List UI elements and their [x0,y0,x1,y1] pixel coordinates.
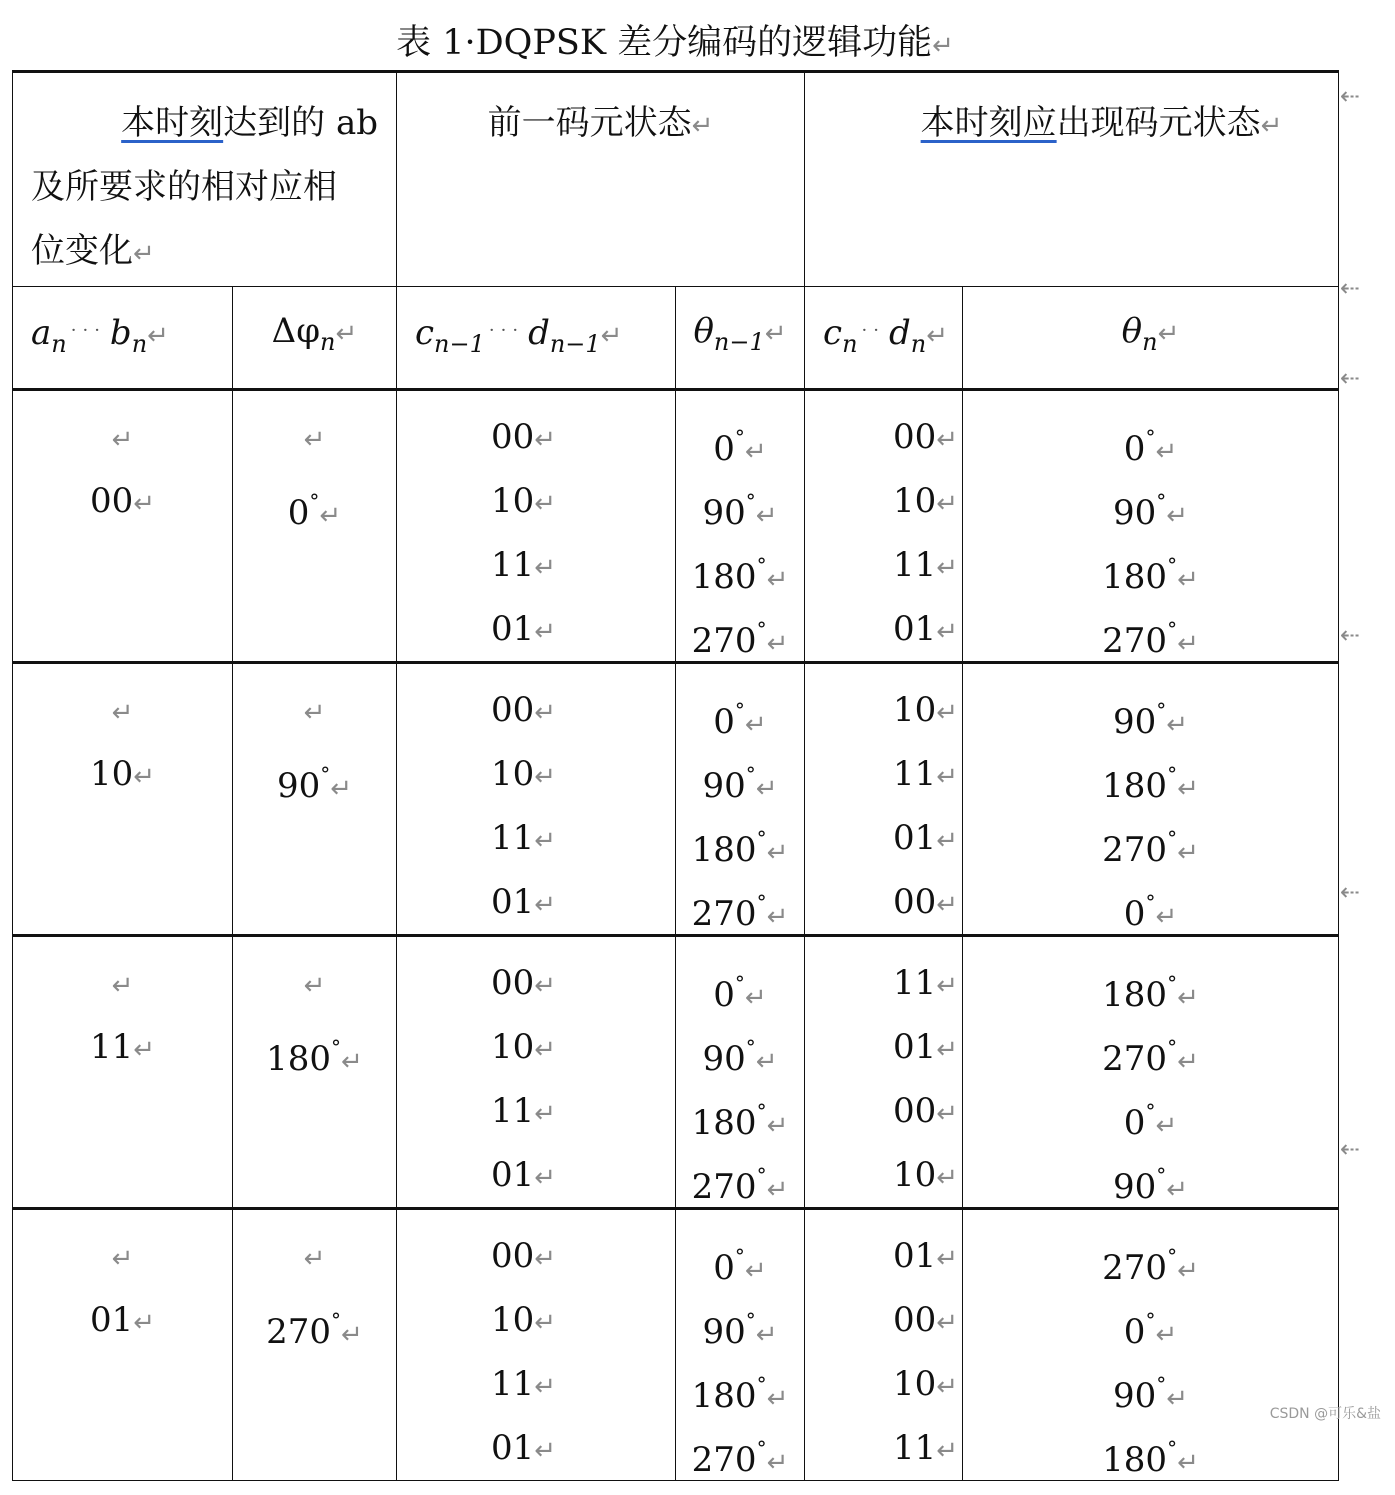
cell-delta-phi: ↵ 90°↵ [233,663,397,936]
cell-cur-cd: 01↵ 00↵ 10↵ 11↵ [805,1209,963,1481]
cell-ab: ↵ 00↵ [13,390,233,663]
header-cell-previous-state [397,72,805,287]
paragraph-mark-icon: ↵ [766,565,789,595]
row-end-mark-icon: ⇠ [1340,621,1361,649]
paragraph-mark-icon: ↵ [755,1320,778,1350]
paragraph-mark-icon: ↵ [764,319,787,349]
paragraph-mark-icon: ↵ [1177,1448,1199,1478]
paragraph-mark-icon: ↵ [534,1372,557,1402]
paragraph-mark-icon: ↵ [936,1035,959,1065]
paragraph-mark-icon: ↵ [1166,710,1189,740]
paragraph-mark-icon: ↵ [1155,902,1178,932]
header-cell-input [13,72,397,287]
row-end-mark-icon: ⇠ [1340,1135,1361,1163]
paragraph-mark-icon: ↵ [1166,1175,1189,1205]
paragraph-mark-icon: ↵ [303,971,326,1001]
paragraph-mark-icon: ↵ [1155,1111,1178,1141]
paragraph-mark-icon: ↵ [534,1163,557,1193]
cell-prev-theta: 0°↵ 90°↵ 180°↵ 270°↵ [676,390,805,663]
paragraph-mark-icon: ↵ [755,774,778,804]
dqpsk-table [12,70,1339,1481]
header-row [13,72,1339,287]
paragraph-mark-icon: ↵ [147,321,169,351]
paragraph-mark-icon: ↵ [936,617,959,647]
cell-cur-cd: 11↵ 01↵ 00↵ 10↵ [805,936,963,1209]
paragraph-mark-icon: ↵ [1166,501,1189,531]
paragraph-mark-icon: ↵ [766,902,789,932]
paragraph-mark-icon: ↵ [1166,1384,1189,1414]
paragraph-mark-icon: ↵ [534,971,557,1001]
table-row-group [13,936,1339,1209]
paragraph-mark-icon: ↵ [534,553,557,583]
paragraph-mark-icon: ↵ [534,826,557,856]
paragraph-mark-icon: ↵ [303,698,326,728]
cell-prev-cd: 00↵ 10↵ 11↵ 01↵ [397,390,676,663]
header-underlined-text: 本时刻应 [920,103,1057,143]
paragraph-mark-icon: ↵ [319,501,342,531]
paragraph-mark-icon: ↵ [1157,319,1180,349]
cell-prev-cd: 00↵ 10↵ 11↵ 01↵ [397,936,676,1209]
paragraph-mark-icon: ↵ [534,1035,557,1065]
paragraph-mark-icon: ↵ [111,971,134,1001]
paragraph-mark-icon: ↵ [936,425,959,455]
paragraph-mark-icon: ↵ [534,698,557,728]
table-body [13,390,1339,1481]
paragraph-mark-icon: ↵ [330,774,353,804]
row-end-mark-icon: ⇠ [1340,878,1361,906]
table-row-group [13,663,1339,936]
paragraph-mark-icon: ↵ [936,1372,959,1402]
row-end-mark-icon: ⇠ [1340,364,1361,392]
header-text-line2: 及所要求的相对应相 [31,167,337,207]
paragraph-mark-icon: ↵ [766,1384,789,1414]
paragraph-mark-icon: ↵ [534,1099,557,1129]
table-caption [0,18,1350,71]
cell-prev-theta: 0°↵ 90°↵ 180°↵ 270°↵ [676,936,805,1209]
paragraph-mark-icon: ↵ [341,1320,363,1350]
cell-cur-theta: 180°↵ 270°↵ 0°↵ 90°↵ [963,936,1339,1209]
paragraph-mark-icon: ↵ [936,1099,959,1129]
paragraph-mark-icon: ↵ [1260,111,1283,141]
header-underlined-text: 本时刻 [121,103,224,143]
paragraph-mark-icon: ↵ [926,321,949,351]
paragraph-mark-icon: ↵ [744,1256,767,1286]
cell-delta-phi: ↵ 0°↵ [233,390,397,663]
paragraph-mark-icon: ↵ [932,31,954,61]
paragraph-mark-icon: ↵ [1177,774,1199,804]
paragraph-mark-icon: ↵ [133,489,156,519]
cell-prev-theta: 0°↵ 90°↵ 180°↵ 270°↵ [676,663,805,936]
subheader-c-d-prev: $c_{n-1}$ ··· $d_{n-1}↵$ [397,287,676,390]
cell-prev-cd: 00↵ 10↵ 11↵ 01↵ [397,1209,676,1481]
cell-cur-cd: 00↵ 10↵ 11↵ 01↵ [805,390,963,663]
paragraph-mark-icon: ↵ [534,1244,557,1274]
paragraph-mark-icon: ↵ [936,1163,959,1193]
paragraph-mark-icon: ↵ [1177,629,1199,659]
cell-delta-phi: ↵ 180°↵ [233,936,397,1209]
paragraph-mark-icon: ↵ [133,762,156,792]
paragraph-mark-icon: ↵ [1177,1047,1199,1077]
paragraph-mark-icon: ↵ [1155,437,1178,467]
header-text: 前一码元状态 [487,103,692,143]
subheader-c-d-current: $c_n$ ·· $d_n↵$ [805,287,963,390]
paragraph-mark-icon: ↵ [755,1047,778,1077]
paragraph-mark-icon: ↵ [133,1308,156,1338]
row-end-mark-icon: ⇠ [1340,82,1361,110]
paragraph-mark-icon: ↵ [534,425,557,455]
paragraph-mark-icon: ↵ [766,1175,789,1205]
paragraph-mark-icon: ↵ [744,983,767,1013]
cell-ab: ↵ 11↵ [13,936,233,1209]
caption-text: 表 1·DQPSK 差分编码的逻辑功能 [396,23,933,63]
paragraph-mark-icon: ↵ [936,971,959,1001]
paragraph-mark-icon: ↵ [534,489,557,519]
paragraph-mark-icon: ↵ [111,425,134,455]
paragraph-mark-icon: ↵ [1155,1320,1178,1350]
paragraph-mark-icon: ↵ [534,617,557,647]
paragraph-mark-icon: ↵ [1177,983,1199,1013]
paragraph-mark-icon: ↵ [936,826,959,856]
subheader-row [13,287,1339,390]
cell-cur-theta: 90°↵ 180°↵ 270°↵ 0°↵ [963,663,1339,936]
cell-prev-theta: 0°↵ 90°↵ 180°↵ 270°↵ [676,1209,805,1481]
header-cell-current-state [805,72,1339,287]
row-end-mark-icon: ⇠ [1340,274,1361,302]
paragraph-mark-icon: ↵ [133,1035,156,1065]
paragraph-mark-icon: ↵ [936,1244,959,1274]
table-row-group [13,1209,1339,1481]
paragraph-mark-icon: ↵ [341,1047,363,1077]
paragraph-mark-icon: ↵ [936,1308,959,1338]
cell-cur-cd: 10↵ 11↵ 01↵ 00↵ [805,663,963,936]
paragraph-mark-icon: ↵ [1177,565,1199,595]
cell-cur-theta: 0°↵ 90°↵ 180°↵ 270°↵ [963,390,1339,663]
paragraph-mark-icon: ↵ [755,501,778,531]
cell-ab: ↵ 01↵ [13,1209,233,1481]
paragraph-mark-icon: ↵ [534,762,557,792]
paragraph-mark-icon: ↵ [111,698,134,728]
cell-ab: ↵ 10↵ [13,663,233,936]
paragraph-mark-icon: ↵ [1177,838,1199,868]
header-text-line3: 位变化 [31,231,133,271]
paragraph-mark-icon: ↵ [936,698,959,728]
watermark: CSDN @可乐&盐 [1269,1406,1381,1422]
table-row-group [13,390,1339,663]
paragraph-mark-icon: ↵ [534,890,557,920]
cell-delta-phi: ↵ 270°↵ [233,1209,397,1481]
paragraph-mark-icon: ↵ [936,762,959,792]
paragraph-mark-icon: ↵ [766,838,789,868]
paragraph-mark-icon: ↵ [766,629,789,659]
paragraph-mark-icon: ↵ [936,1436,959,1466]
paragraph-mark-icon: ↵ [335,319,358,349]
paragraph-mark-icon: ↵ [691,111,714,141]
paragraph-mark-icon: ↵ [534,1308,557,1338]
cell-cur-theta: 270°↵ 0°↵ 90°↵ 180°↵ [963,1209,1339,1481]
paragraph-mark-icon: ↵ [766,1111,789,1141]
subheader-delta-phi: $\Delta\varphi_n↵$ [233,287,397,390]
paragraph-mark-icon: ↵ [133,239,155,269]
header-text: 出现码元状态 [1056,103,1261,143]
paragraph-mark-icon: ↵ [600,321,623,351]
paragraph-mark-icon: ↵ [111,1244,134,1274]
subheader-theta-current: $\theta_n↵$ [963,287,1339,390]
paragraph-mark-icon: ↵ [1177,1256,1199,1286]
paragraph-mark-icon: ↵ [303,1244,326,1274]
paragraph-mark-icon: ↵ [534,1436,557,1466]
subheader-an-bn: $a_n$ ··· $b_n↵$ [13,287,233,390]
paragraph-mark-icon: ↵ [303,425,326,455]
cell-prev-cd: 00↵ 10↵ 11↵ 01↵ [397,663,676,936]
paragraph-mark-icon: ↵ [936,553,959,583]
subheader-theta-prev: $\theta_{n-1}↵$ [676,287,805,390]
paragraph-mark-icon: ↵ [936,489,959,519]
paragraph-mark-icon: ↵ [744,437,767,467]
paragraph-mark-icon: ↵ [936,890,959,920]
paragraph-mark-icon: ↵ [766,1448,789,1478]
paragraph-mark-icon: ↵ [744,710,767,740]
header-text: 达到的 ab [223,103,378,143]
